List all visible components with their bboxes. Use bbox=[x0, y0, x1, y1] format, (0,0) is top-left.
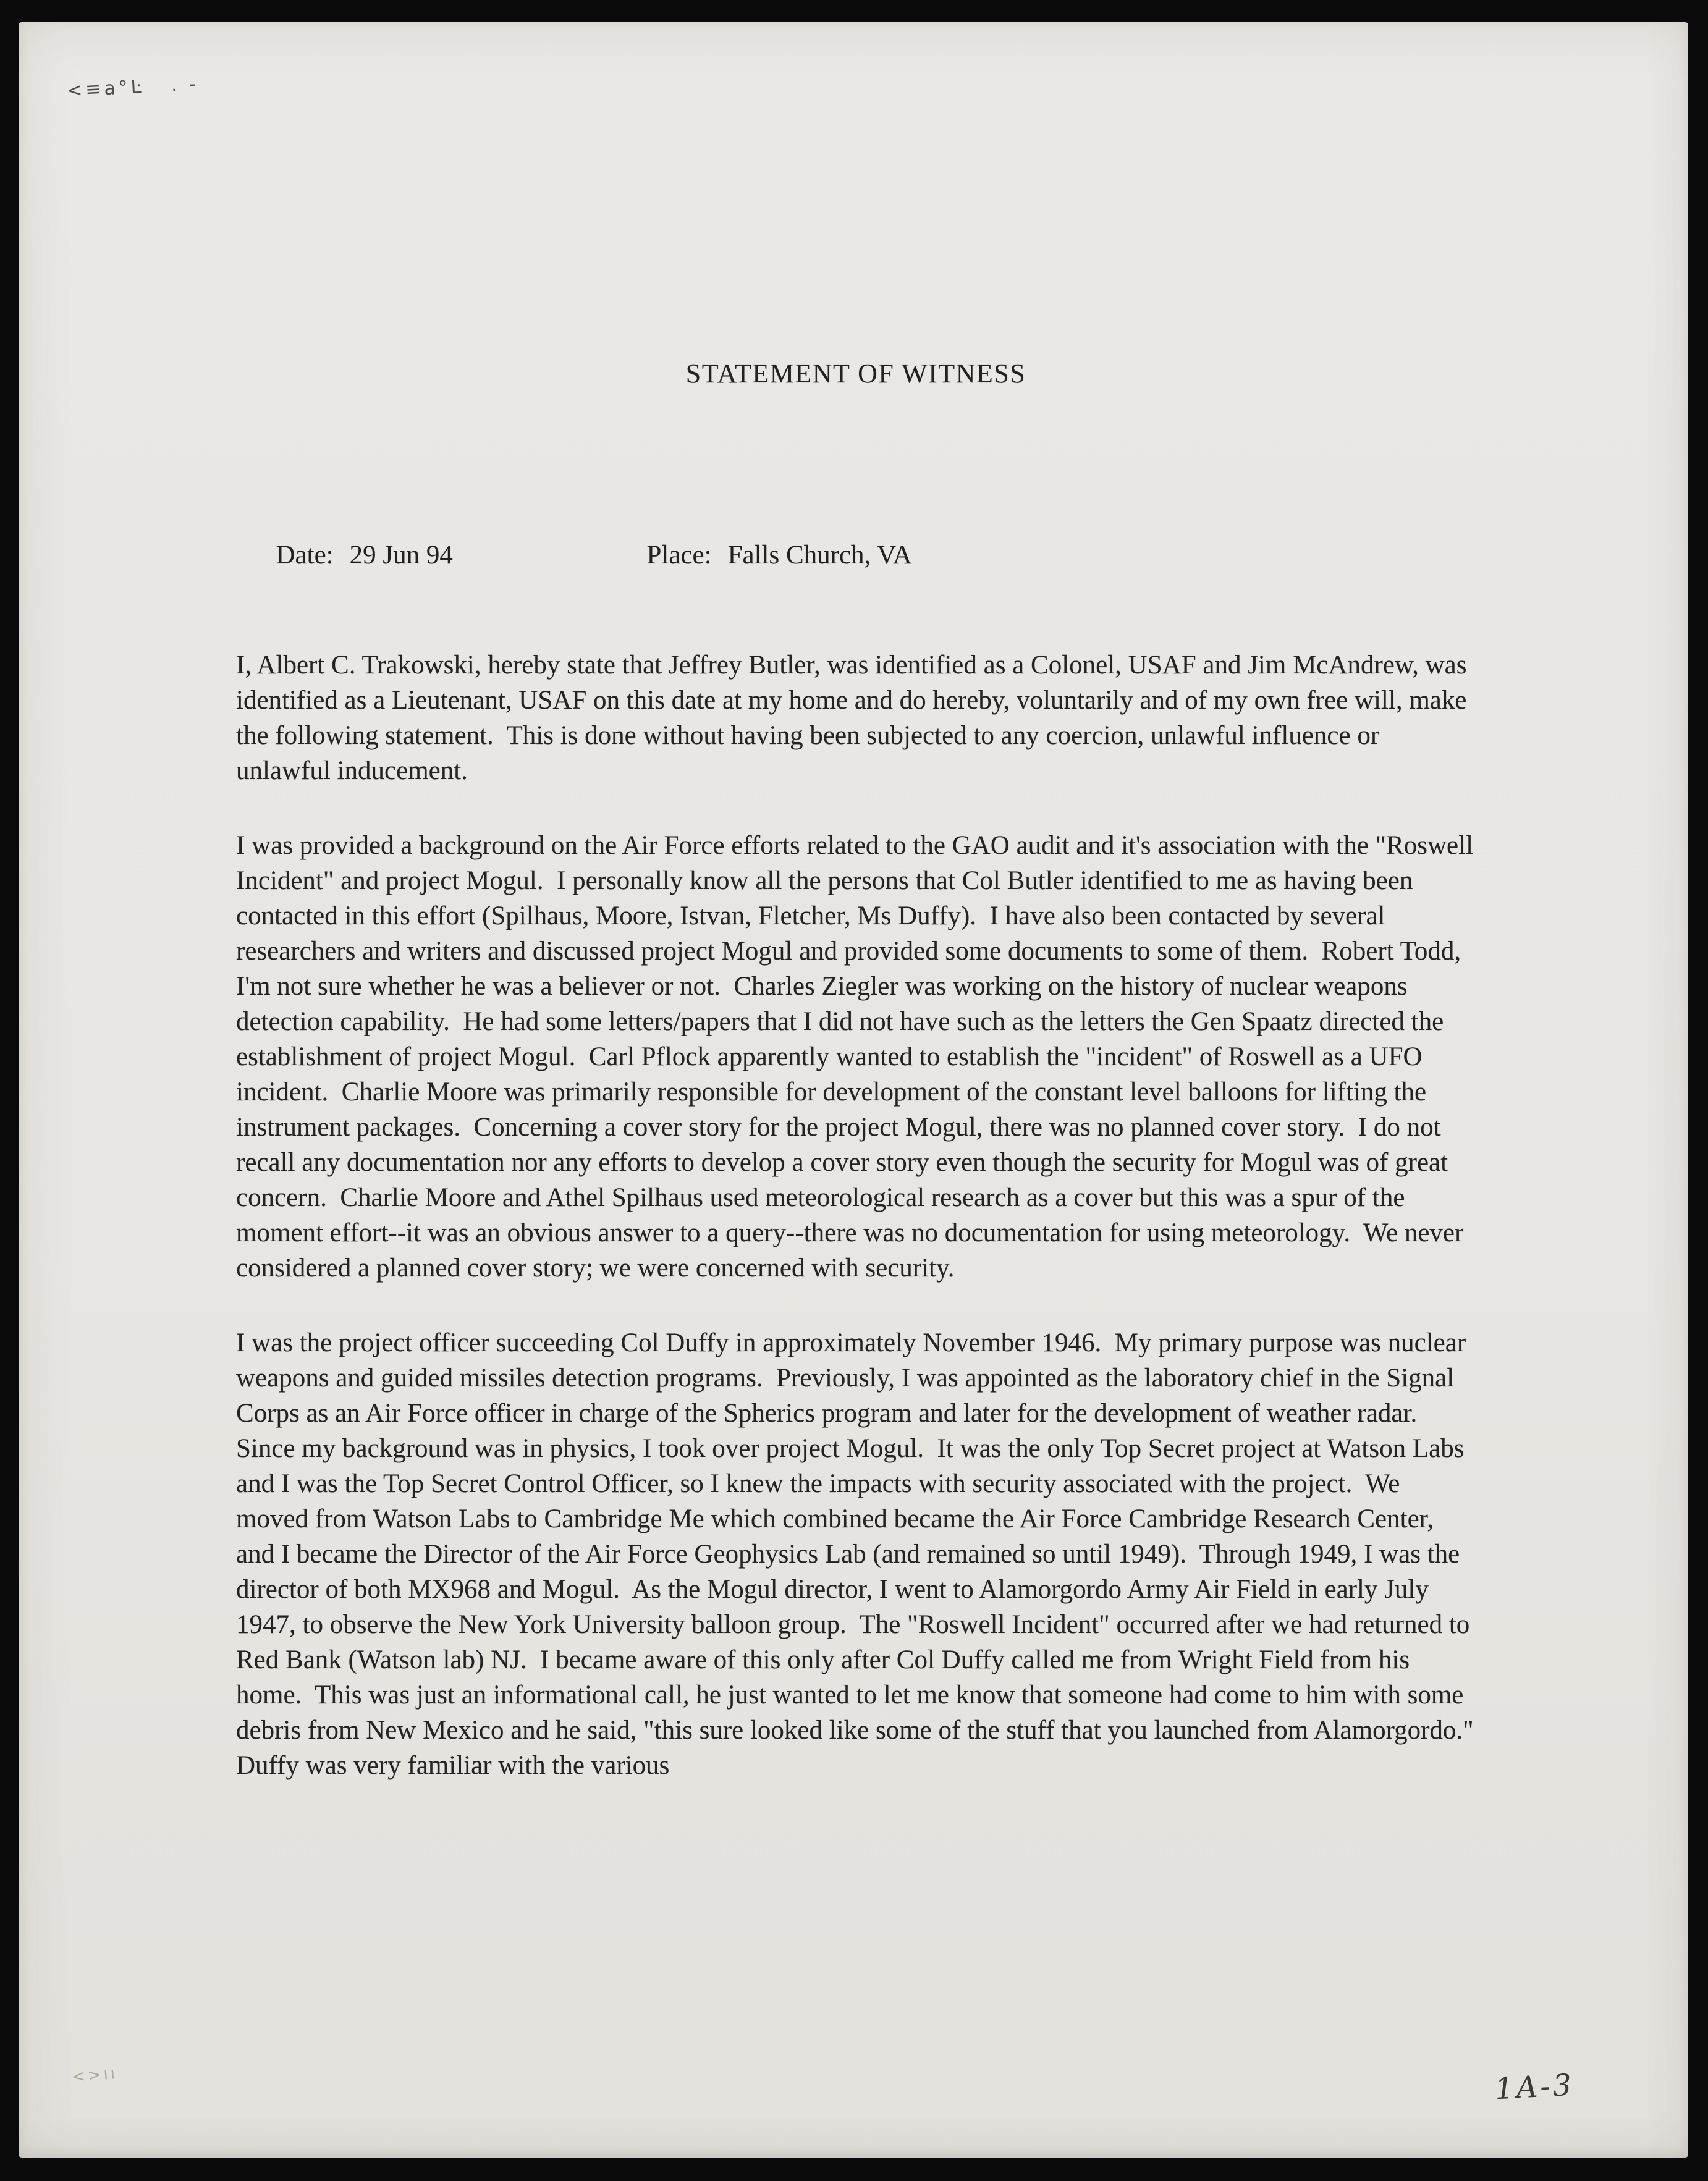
date-field bbox=[276, 538, 647, 573]
place-value: Falls Church, VA bbox=[727, 541, 912, 570]
document-page bbox=[19, 22, 1688, 2158]
place-label: Place: bbox=[646, 541, 712, 570]
paragraph-background: I was provided a background on the Air Force efforts related to the GAO audit and it's association with the "Roswell Incident" and project Mogul. I personally know all the persons that Col Butler identified to me as having been contacted in this effort (Spilhaus, Moore, Istvan, Fletcher, Ms Duffy). I have also been contacted by several researchers and writers and discussed project Mogul and provided some documents to some of them. Robert Todd, I'm not sure whether he was a believer or not. Charles Ziegler was working on the history of nuclear weapons detection capability. He had some letters/papers that I did not have such as the letters the Gen Spaatz directed the establishment of project Mogul. Carl Pflock apparently wanted to establish the "incident" of Roswell as a UFO incident. Charlie Moore was primarily responsible for development of the constant level balloons for lifting the instrument packages. Concerning a cover story for the project Mogul, there was no planned cover story. I do not recall any documentation nor any efforts to develop a cover story even though the security for Mogul was of great concern. Charlie Moore and Athel Spilhaus used meteorological research as a cover but this was a spur of the moment effort--it was an obvious answer to a query--there was no documentation for using meteorology. We never considered a planned cover story; we were concerned with security. bbox=[236, 831, 1480, 1283]
place-field bbox=[647, 541, 912, 570]
date-label: Date: bbox=[276, 541, 334, 570]
date-value: 29 Jun 94 bbox=[349, 541, 453, 570]
paragraph-project-officer: I was the project officer succeeding Col Duffy in approximately November 1946. My primary purpose was nuclear weapons and guided missiles detection programs. Previously, I was appointed as the laboratory chief in the Signal Corps as an Air Force officer in charge of the Spherics program and later for the development of weather radar. Since my background was in physics, I took over project Mogul. It was the only Top Secret project at Watson Labs and I was the Top Secret Control Officer, so I knew the impacts with security associated with the project. We moved from Watson Labs to Cambridge Me which combined became the Air Force Cambridge Research Center, and I became the Director of the Air Force Geophysics Lab (and remained so until 1949). Through 1949, I was the director of both MX968 and Mogul. As the Mogul director, I went to Alamorgordo Army Air Field in early July 1947, to observe the New York University balloon group. The "Roswell Incident" occurred after we had returned to Red Bank (Watson lab) NJ. I became aware of this only after Col Duffy called me from Wright Field from his home. This was just an informational call, he just wanted to let me know that someone had come to him with some debris from New Mexico and he said, "this sure looked like some of the stuff that you launched from Alamorgordo." Duffy was very familiar with the various bbox=[236, 1328, 1487, 1780]
document-title: STATEMENT OF WITNESS bbox=[685, 358, 1026, 389]
pen-mark-bottom-left: <>ıı bbox=[70, 2064, 119, 2087]
pen-mark-top-left: <≡a°Ŀ . ‐ bbox=[66, 73, 200, 102]
handwritten-page-number: 1A-3 bbox=[1494, 2067, 1575, 2107]
date-place-line bbox=[236, 502, 1476, 608]
paragraph-identification: I, Albert C. Trakowski, hereby state that Jeffrey Butler, was identified as a Colonel, USAF and Jim McAndrew, was identified as a Lieutenant, USAF on this date at my home and do hereby, voluntarily and of my own free will, make the following statement. This is done without having been subjected to any coercion, unlawful influence or unlawful inducement. bbox=[236, 651, 1474, 785]
